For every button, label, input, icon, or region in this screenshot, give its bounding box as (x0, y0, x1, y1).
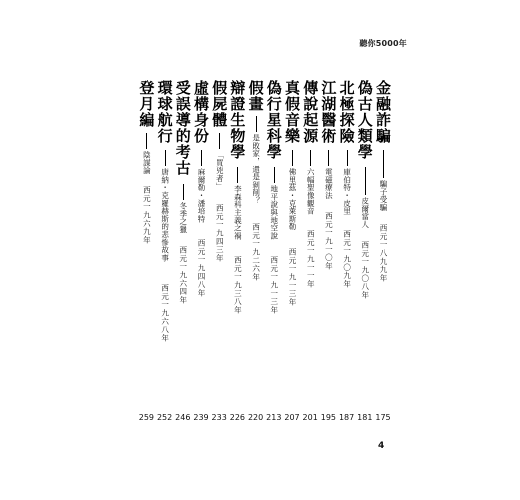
toc-entry-dash (256, 116, 257, 132)
toc-entry-dash (219, 133, 220, 149)
toc-entry-page-number: 220 (247, 413, 264, 422)
toc-entry-page-number: 181 (357, 413, 373, 422)
toc-entry-title: 假屍體 (210, 80, 229, 128)
toc-entry-title: 虛構身份 (192, 80, 210, 144)
toc-entry-page-number: 213 (266, 413, 282, 422)
toc-entry-year: 西元一九四八年 (197, 239, 206, 298)
toc-entry-subtitle: 佛里茲・克萊斯勒 (288, 168, 297, 231)
toc-entry-subtitle: 六幅聖像觀音 (306, 168, 316, 215)
toc-entry-dash (165, 150, 166, 166)
table-of-contents (0, 80, 520, 420)
toc-entry-dash (292, 150, 293, 166)
toc-entry-year: 西元一九一一年 (306, 230, 316, 289)
toc-entry[interactable] (264, 80, 284, 315)
toc-entry-title: 受誤導的考古 (173, 80, 192, 176)
toc-entry-subtitle: 冬季之獵 (178, 202, 188, 234)
toc-entry[interactable] (210, 80, 229, 263)
toc-entry-page-number: 201 (302, 413, 318, 422)
toc-entry-page-number: 239 (193, 413, 209, 422)
toc-entry-dash (310, 150, 311, 166)
toc-entry[interactable] (374, 80, 393, 283)
toc-entry-year: 西元一九一三年 (269, 256, 279, 315)
toc-entry-dash (347, 150, 348, 166)
toc-entry-subtitle: 地平說與地空說 (269, 185, 279, 240)
toc-entry-subtitle: 騙子受騙 (379, 180, 388, 212)
toc-entry-subtitle: 唐納・克羅赫斯的悲慘故事 (160, 168, 170, 262)
toc-entry-title: 登月編 (137, 80, 156, 128)
toc-entry-year: 西元一九二六年 (251, 223, 261, 282)
toc-entry-page-number: 233 (211, 413, 227, 422)
toc-entry-page-number: 246 (175, 413, 191, 422)
toc-entry-title: 偽行星科學 (264, 80, 283, 160)
toc-entry-title: 北極探險 (337, 80, 356, 144)
toc-entry[interactable] (319, 80, 338, 271)
toc-entry-title: 環球航行 (155, 80, 174, 144)
toc-entry-dash (328, 150, 329, 166)
toc-entry-dash (365, 167, 366, 195)
toc-entry-page-number: 226 (229, 413, 246, 422)
toc-entry-page-number: 252 (156, 413, 173, 422)
folio-page-number: 4 (378, 441, 385, 451)
toc-entry-dash (146, 133, 147, 149)
toc-entry-subtitle: 是敗家，還是剝削？ (251, 134, 261, 205)
toc-entry-year: 西元一九〇八年 (360, 241, 370, 300)
toc-entry-page-number: 195 (320, 413, 337, 422)
toc-entry[interactable] (228, 80, 247, 315)
toc-entry[interactable] (283, 80, 302, 307)
toc-entry-title: 真假音樂 (283, 80, 301, 144)
toc-entry-subtitle: 電磁療法 (324, 168, 334, 200)
toc-entry-year: 西元一九一〇年 (324, 212, 334, 271)
toc-entry-year: 西元一九六八年 (160, 284, 170, 343)
toc-entry-page-number: 175 (375, 413, 391, 422)
toc-entry[interactable] (337, 80, 357, 289)
toc-entry-subtitle: 「買兇者」 (215, 151, 225, 190)
toc-entry-subtitle: 陰謀論 (142, 151, 152, 175)
toc-entry-year: 西元一九六九年 (142, 186, 152, 245)
toc-entry-year: 西元一八九九年 (379, 224, 388, 283)
toc-entry[interactable] (246, 80, 266, 282)
toc-entry-subtitle: 庫伯特・皮里 (342, 168, 352, 215)
toc-entry-title: 辯證生物學 (228, 80, 247, 160)
toc-entry-page-number: 187 (338, 413, 355, 422)
running-head: 聽你5000年 (359, 39, 407, 48)
toc-entry[interactable] (355, 80, 375, 300)
toc-entry-subtitle: 李森科主義之禍 (233, 185, 243, 240)
toc-entry-year: 西元一九〇九年 (342, 230, 352, 289)
toc-entry-title: 偽古人類學 (355, 80, 374, 160)
toc-entry-year: 西元一九六四年 (178, 246, 188, 305)
toc-entry-year: 西元一九四三年 (215, 204, 225, 263)
toc-entry-dash (383, 150, 384, 178)
toc-entry-subtitle: 麻爾勒・潘培特 (197, 168, 206, 223)
toc-entry[interactable] (155, 80, 175, 343)
toc-entry-year: 西元一九一三年 (288, 248, 297, 307)
toc-entry[interactable] (137, 80, 156, 245)
toc-entry-dash (237, 167, 238, 183)
toc-entry[interactable] (173, 80, 193, 305)
toc-entry-title: 江湖醫術 (319, 80, 338, 144)
toc-entry-title: 假畫 (246, 80, 265, 112)
toc-entry-title: 傳說起源 (301, 80, 320, 144)
toc-entry-title: 金融詐騙 (374, 80, 392, 144)
toc-entry-subtitle: 皮爾當人 (360, 197, 370, 229)
toc-entry-dash (201, 150, 202, 166)
toc-entry-dash (183, 184, 184, 200)
toc-entry-year: 西元一九三八年 (233, 256, 243, 315)
toc-entry-page-number: 207 (284, 413, 300, 422)
toc-entry-page-number: 259 (138, 413, 155, 422)
toc-entry[interactable] (301, 80, 320, 289)
toc-entry-dash (274, 167, 275, 183)
toc-entry[interactable] (192, 80, 211, 298)
